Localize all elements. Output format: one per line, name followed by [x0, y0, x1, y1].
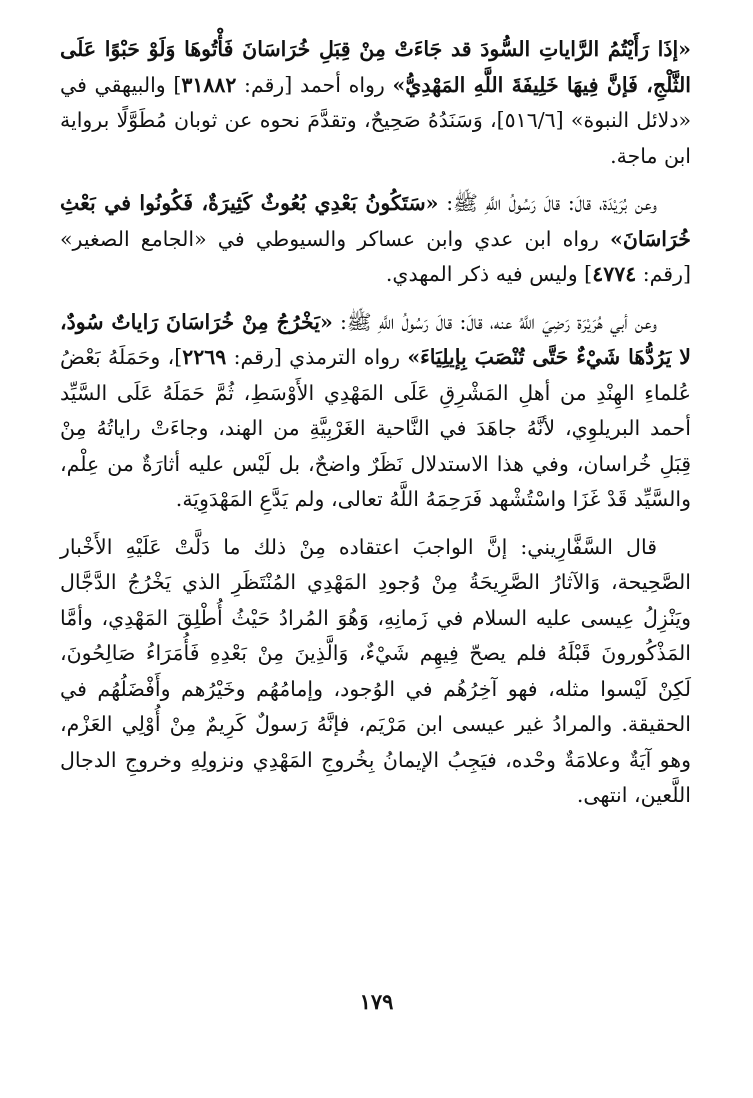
source-text: رواه أحمد [رقم:	[236, 72, 393, 97]
page-number: ١٧٩	[359, 989, 394, 1014]
source-text: رواه ابن عدي وابن عساكر والسيوطي في «الجامع الصغير» [رقم:	[60, 226, 691, 286]
hadith-text: «سَتَكُونُ بَعْدِي بُعُوثٌ كَثِيرَةٌ، فَكُونُوا في بَعْثِ خُرَاسَانَ»	[60, 191, 691, 251]
commentary-text: ]، وحَمَلَهُ بَعْضُ عُلماءِ الهِنْدِ من أهلِ المَشْرِقِ عَلَى المَهْدِي الأَوْسَطِ، ثُمَّ حَمَلَهُ عَلَى السَّيِّد أحمد البريلوِي، لأنَّهُ جاهَدَ في النَّاحية الغَرْبِيَّةِ من الهند، وجاءَتْ راياتُهُ مِنْ قِبَلِ خُراسان، وفي هذا الاستدلال نَظَرٌ واضحٌ، بل لَيْس عليه أثارَةٌ من عِلْم، والسَّيِّد قَدْ غَزَا واسْتُشْهد فَرَحِمَهُ اللَّهُ تعالى، ولم يَدَّعِ المَهْدَوِيَة.	[60, 345, 691, 511]
hadith-text: «إذَا رَأَيْتُمُ الرَّاياتِ السُّودَ قد جَاءَتْ مِنْ قِبَلِ خُرَاسَانَ فَأْتُوهَا وَلَوْ حَبْوًا عَلَى الثَّلْجِ، فَإنَّ فِيهَا خَلِيفَةَ اللَّهِ المَهْدِيُّ»	[60, 37, 691, 97]
reference-number: ٤٧٧٤	[592, 262, 637, 286]
narration-intro: وعن بُرَيْدَة، قالَ: قالَ رَسُولُ اللَّهِ ﷺ:	[438, 191, 657, 215]
reference-number: ٣١٨٨٢	[181, 72, 237, 97]
source-text: ] وليس فيه ذكر المهدي.	[385, 262, 593, 286]
commentary-text: قال السَّفَّارِيني: إنَّ الواجبَ اعتقاده مِنْ ذلك ما دَلَّتْ عَلَيْهِ الأَخْبار الصَّحِيحة، وَالآثارُ الصَّرِيحَةُ مِنْ وُجودِ المَهْدِي المُنْتَظَرِ الذي يَخْرُجُ الدَّجَّال ويَنْزِلُ عِيسى عليه السلام في زَمانِهِ، وَهُوَ المُرادُ حَيْثُ أُطْلِقَ المَهْدِي، وأمَّا المَذْكُورونَ قَبْلَهُ فلم يصحّ فِيهِم شَيْءٌ، وَالَّذِينَ مِنْ بَعْدِهِ فَأُمَرَاءُ صَالِحُونَ، لَكِنْ لَيْسوا مثله، فهو آخِرُهُم في الوُجود، وإمامُهُم وخَيْرُهم وأَفْضَلُهُم في الحقيقة. والمرادُ غير عيسى ابن مَرْيَم، فإنَّهُ رَسولٌ كَرِيمٌ مِنْ أُوْلِي العَزْم، وهو آيَةٌ وعلامَةٌ وحْده، فيَجِبُ الإيمانُ بِخُروجِ المَهْدِي ونزولِهِ وخروجِ الدجال اللَّعين، انتهى.	[60, 534, 691, 807]
paragraph-abu-hurayrah-hadith	[60, 305, 691, 518]
source-text: رواه الترمذي [رقم:	[226, 345, 408, 369]
reference-number: ٢٢٦٩	[182, 345, 227, 369]
narration-intro: وعن أبي هُرَيْرَة رَضِيَ اللَّهُ عنه، قالَ: قالَ رَسُولُ اللَّهِ ﷺ:	[332, 309, 657, 334]
paragraph-buraydah-hadith	[60, 186, 691, 293]
source-text: ] والبيهقي في «دلائل النبوة» [٥١٦/٦]، وَسَنَدُهُ صَحِيحٌ، وتقدَّمَ نحوه عن ثوبان مُطَوَّلًا برواية ابن ماجة.	[60, 72, 691, 168]
paragraph-black-banners-hadith	[60, 32, 691, 174]
paragraph-saffarini-quote	[60, 530, 691, 814]
hadith-text: «يَخْرُجُ مِنْ خُرَاسَانَ رَاياتٌ سُودٌ، لا يَرُدُّهَا شَيْءٌ حَتَّى تُنْصَبَ بِإيلِيَاءَ»	[60, 309, 691, 369]
